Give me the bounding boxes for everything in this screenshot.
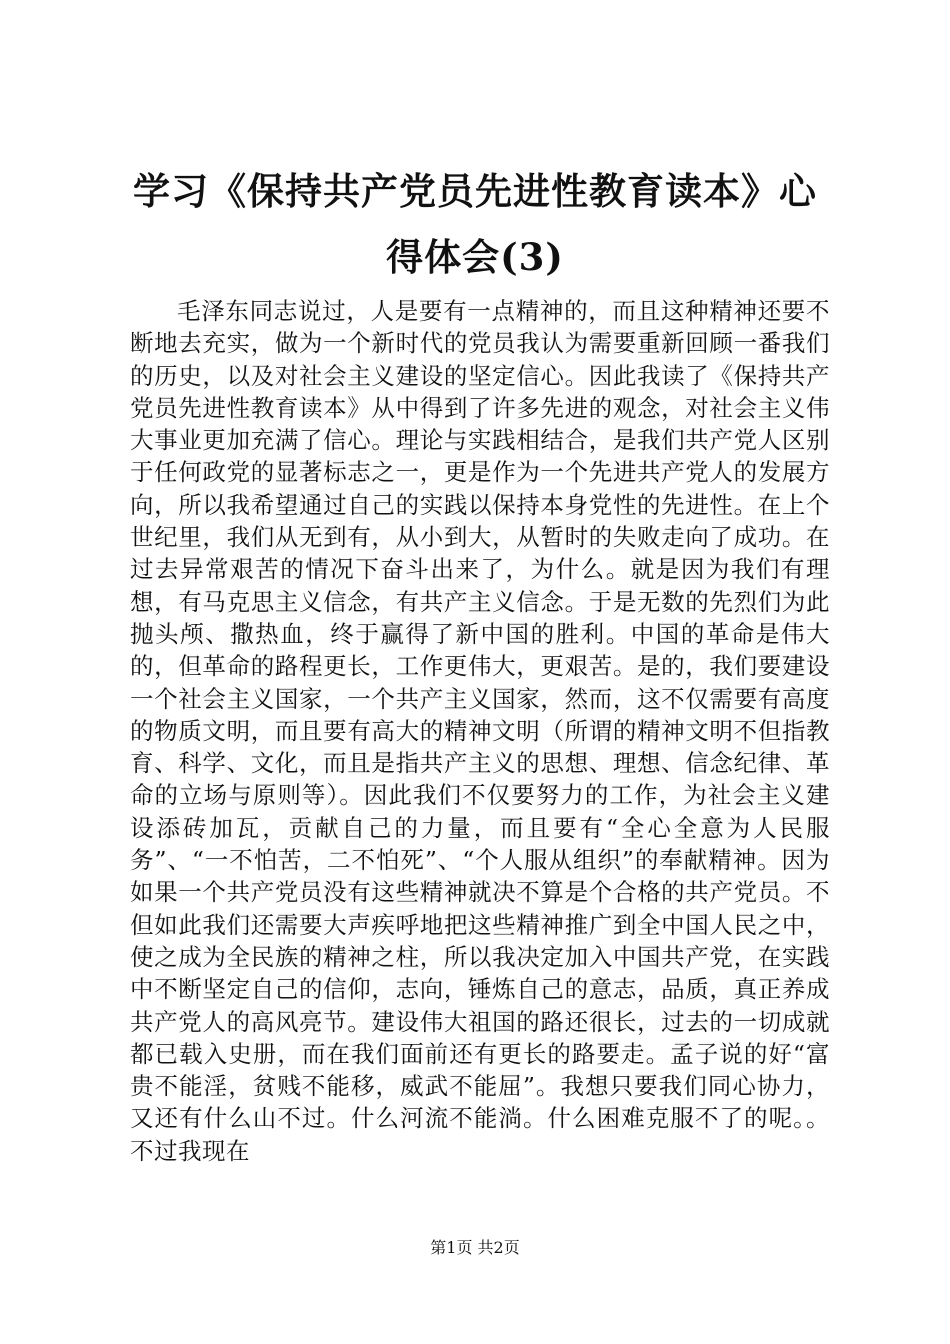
page-footer: 第1页 共2页 (430, 1238, 520, 1257)
document-body-paragraph: 毛泽东同志说过，人是要有一点精神的，而且这种精神还要不断地去充实，做为一个新时代的党员我认为需要重新回顾一番我们的历史，以及对社会主义建设的坚定信心。因此我读了《保持共产党员先进性教育读本》从中得到了许多先进的观念，对社会主义伟大事业更加充满了信心。理论与实践相结合，是我们共产党人区别于任何政党的显著标志之一，更是作为一个先进共产党人的发展方向，所以我希望通过自己的实践以保持本身党性的先进性。在上个世纪里，我们从无到有，从小到大，从暂时的失败走向了成功。在过去异常艰苦的情况下奋斗出来了，为什么。就是因为我们有理想，有马克思主义信念，有共产主义信念。于是无数的先烈们为此抛头颅、撒热血，终于赢得了新中国的胜利。中国的革命是伟大的，但革命的路程更长，工作更伟大，更艰苦。是的，我们要建设一个社会主义国家，一个共产主义国家，然而，这不仅需要有高度的物质文明，而且要有高大的精神文明（所谓的精神文明不但指教育、科学、文化，而且是指共产主义的思想、理想、信念纪律、革命的立场与原则等）。因此我们不仅要努力的工作，为社会主义建设添砖加瓦，贡献自己的力量，而且要有“全心全意为人民服务”、“一不怕苦，二不怕死”、“个人服从组织”的奉献精神。因为如果一个共产党员没有这些精神就决不算是个合格的共产党员。不但如此我们还需要大声疾呼地把这些精神推广到全中国人民之中，使之成为全民族的精神之柱，所以我决定加入中国共产党，在实践中不断坚定自己的信仰，志向，锤炼自己的意志，品质，真正养成共产党人的高风亮节。建设伟大祖国的路还很长，过去的一切成就都已载入史册，而在我们面前还有更长的路要走。孟子说的好“富贵不能淫，贫贱不能移，威武不能屈”。我想只要我们同心协力，又还有什么山不过。什么河流不能淌。什么困难克服不了的呢。。不过我现在 (130, 297, 830, 1165)
document-title: 学习《保持共产党员先进性教育读本》心得体会(3) (133, 169, 817, 279)
